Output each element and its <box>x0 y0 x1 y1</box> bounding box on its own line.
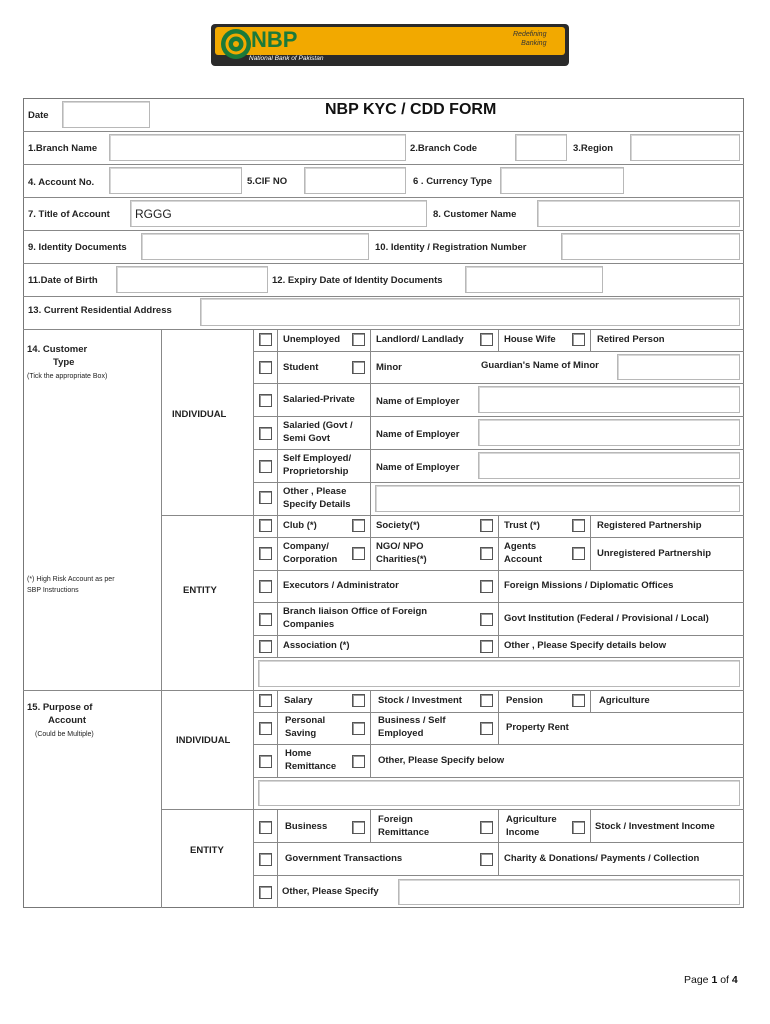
agents-label: Agents Account <box>504 541 542 565</box>
trust-label: Trust (*) <box>504 520 540 531</box>
customer-name-field[interactable] <box>537 200 740 227</box>
club-label: Club (*) <box>283 520 317 531</box>
property-rent-checkbox[interactable] <box>480 722 493 735</box>
unregistered-partnership-checkbox[interactable] <box>572 547 585 560</box>
agriculture-label: Agriculture <box>599 695 650 706</box>
executors-checkbox[interactable] <box>259 580 272 593</box>
date-field[interactable] <box>62 101 150 128</box>
logo-tagline: Redefining Banking <box>513 31 547 47</box>
unemployed-label: Unemployed <box>283 334 341 345</box>
residential-address-field[interactable] <box>200 298 740 326</box>
stock-label: Stock / Investment <box>378 695 462 706</box>
stock-income-label: Stock / Investment Income <box>595 821 715 832</box>
charity-checkbox[interactable] <box>480 853 493 866</box>
individual-other-field[interactable] <box>375 485 740 512</box>
individual-other-checkbox[interactable] <box>259 491 272 504</box>
customer-name-label: 8. Customer Name <box>433 209 517 220</box>
purpose-individual-other-label: Other, Please Specify below <box>378 755 505 766</box>
govt-transactions-label: Government Transactions <box>285 853 403 864</box>
salary-checkbox[interactable] <box>259 694 272 707</box>
account-no-label: 4. Account No. <box>28 177 95 188</box>
unemployed-checkbox[interactable] <box>259 333 272 346</box>
purpose-individual-label: INDIVIDUAL <box>176 735 231 746</box>
minor-checkbox[interactable] <box>352 361 365 374</box>
business-label: Business <box>285 821 328 832</box>
customer-type-note: (Tick the appropriate Box) <box>27 373 108 380</box>
govt-institution-label: Govt Institution (Federal / Provisional / Local) <box>504 613 709 624</box>
title-of-account-label: 7. Title of Account <box>28 209 110 220</box>
cif-no-field[interactable] <box>304 167 406 194</box>
expiry-date-label: 12. Expiry Date of Identity Documents <box>272 275 443 286</box>
executors-label: Executors / Administrator <box>283 580 399 591</box>
purpose-individual-other-checkbox[interactable] <box>352 755 365 768</box>
region-field[interactable] <box>630 134 740 161</box>
personal-saving-checkbox[interactable] <box>259 722 272 735</box>
self-employed-checkbox[interactable] <box>259 460 272 473</box>
employer-label-2: Name of Employer <box>376 429 460 440</box>
residential-address-label: 13. Current Residential Address <box>28 305 172 316</box>
employer-label-1: Name of Employer <box>376 396 460 407</box>
landlord-label: Landlord/ Landlady <box>376 334 464 345</box>
salaried-private-checkbox[interactable] <box>259 394 272 407</box>
logo-text: NBP <box>251 27 298 52</box>
agents-checkbox[interactable] <box>480 547 493 560</box>
employer-field-2[interactable] <box>478 419 740 446</box>
foreign-missions-checkbox[interactable] <box>480 580 493 593</box>
business-checkbox[interactable] <box>259 821 272 834</box>
branch-name-field[interactable] <box>109 134 406 161</box>
guardian-name-field[interactable] <box>617 354 740 380</box>
business-self-label: Business / Self Employed <box>378 715 446 739</box>
guardian-name-label: Guardian's Name of Minor <box>481 360 599 371</box>
salaried-private-label: Salaried-Private <box>283 394 355 405</box>
stock-income-checkbox[interactable] <box>572 821 585 834</box>
house-wife-checkbox[interactable] <box>480 333 493 346</box>
salaried-govt-checkbox[interactable] <box>259 427 272 440</box>
charity-label: Charity & Donations/ Payments / Collection <box>504 853 700 864</box>
risk-note: (*) High Risk Account as per SBP Instructions <box>27 576 115 594</box>
pension-label: Pension <box>506 695 543 706</box>
foreign-missions-label: Foreign Missions / Diplomatic Offices <box>504 580 674 591</box>
customer-type-entity-label: ENTITY <box>183 585 217 596</box>
customer-type-individual-label: INDIVIDUAL <box>172 409 227 420</box>
company-label: Company/ Corporation <box>283 541 338 565</box>
company-checkbox[interactable] <box>259 547 272 560</box>
ngo-label: NGO/ NPO Charities(*) <box>376 541 427 565</box>
agriculture-income-checkbox[interactable] <box>480 821 493 834</box>
retired-label: Retired Person <box>597 334 665 345</box>
identity-documents-field[interactable] <box>141 233 369 260</box>
personal-saving-label: Personal Saving <box>285 715 326 739</box>
salary-label: Salary <box>284 695 313 706</box>
student-checkbox[interactable] <box>259 361 272 374</box>
identity-number-field[interactable] <box>561 233 740 260</box>
nbp-logo <box>211 24 569 66</box>
purpose-entity-other-field[interactable] <box>398 879 740 905</box>
student-label: Student <box>283 362 319 373</box>
form-title: NBP KYC / CDD FORM <box>325 101 497 118</box>
govt-institution-checkbox[interactable] <box>480 613 493 626</box>
branch-name-label: 1.Branch Name <box>28 143 98 154</box>
self-employed-label: Self Employed/ Proprietorship <box>283 453 352 477</box>
currency-type-label: 6 . Currency Type <box>413 176 493 187</box>
pension-checkbox[interactable] <box>480 694 493 707</box>
govt-transactions-checkbox[interactable] <box>259 853 272 866</box>
purpose-entity-other-checkbox[interactable] <box>259 886 272 899</box>
association-checkbox[interactable] <box>259 640 272 653</box>
employer-field-3[interactable] <box>478 452 740 479</box>
branch-liaison-label: Branch liaison Office of Foreign Companies <box>283 606 428 630</box>
registered-partnership-checkbox[interactable] <box>572 519 585 532</box>
agriculture-income-label: Agriculture Income <box>506 814 557 838</box>
nbp-emblem-icon <box>219 25 253 63</box>
employer-label-3: Name of Employer <box>376 462 460 473</box>
title-of-account-field[interactable] <box>130 200 427 227</box>
home-remittance-checkbox[interactable] <box>259 755 272 768</box>
society-label: Society(*) <box>376 520 420 531</box>
salaried-govt-label: Salaried (Govt / Semi Govt <box>283 420 353 444</box>
stock-checkbox[interactable] <box>352 694 365 707</box>
ngo-checkbox[interactable] <box>352 547 365 560</box>
purpose-heading: 15. Purpose of Account <box>27 702 93 726</box>
property-rent-label: Property Rent <box>506 722 569 733</box>
club-checkbox[interactable] <box>259 519 272 532</box>
account-no-field[interactable] <box>109 167 242 194</box>
association-label: Association (*) <box>283 640 350 651</box>
purpose-entity-other-label: Other, Please Specify <box>282 886 379 897</box>
logo-subtitle: National Bank of Pakistan <box>249 55 324 62</box>
identity-number-label: 10. Identity / Registration Number <box>375 242 527 253</box>
identity-documents-label: 9. Identity Documents <box>28 242 127 253</box>
branch-code-label: 2.Branch Code <box>410 143 478 154</box>
minor-label: Minor <box>376 362 402 373</box>
home-remittance-label: Home Remittance <box>285 748 337 772</box>
date-of-birth-label: 11.Date of Birth <box>28 275 98 286</box>
date-label: Date <box>28 110 49 121</box>
foreign-remittance-checkbox[interactable] <box>352 821 365 834</box>
society-checkbox[interactable] <box>352 519 365 532</box>
employer-field-1[interactable] <box>478 386 740 413</box>
business-self-checkbox[interactable] <box>352 722 365 735</box>
trust-checkbox[interactable] <box>480 519 493 532</box>
page-indicator: Page 1 of 4 <box>684 974 738 986</box>
entity-other-checkbox[interactable] <box>480 640 493 653</box>
purpose-entity-label: ENTITY <box>190 845 224 856</box>
unregistered-partnership-label: Unregistered Partnership <box>597 548 712 559</box>
house-wife-label: House Wife <box>504 334 556 345</box>
purpose-note: (Could be Multiple) <box>35 731 94 738</box>
entity-other-details-field[interactable] <box>258 660 740 687</box>
individual-other-label: Other , Please Specify Details <box>283 486 351 510</box>
region-label: 3.Region <box>573 143 614 154</box>
retired-checkbox[interactable] <box>572 333 585 346</box>
expiry-date-field[interactable] <box>465 266 603 293</box>
purpose-individual-other-field[interactable] <box>258 780 740 806</box>
cif-no-label: 5.CIF NO <box>247 176 288 187</box>
currency-type-field[interactable] <box>500 167 624 194</box>
registered-partnership-label: Registered Partnership <box>597 520 702 531</box>
customer-type-heading: 14. Customer Type <box>27 344 88 368</box>
branch-liaison-checkbox[interactable] <box>259 613 272 626</box>
entity-other-label: Other , Please Specify details below <box>504 640 667 651</box>
landlord-checkbox[interactable] <box>352 333 365 346</box>
branch-code-field[interactable] <box>515 134 567 161</box>
date-of-birth-field[interactable] <box>116 266 268 293</box>
foreign-remittance-label: Foreign Remittance <box>378 814 430 838</box>
agriculture-checkbox[interactable] <box>572 694 585 707</box>
